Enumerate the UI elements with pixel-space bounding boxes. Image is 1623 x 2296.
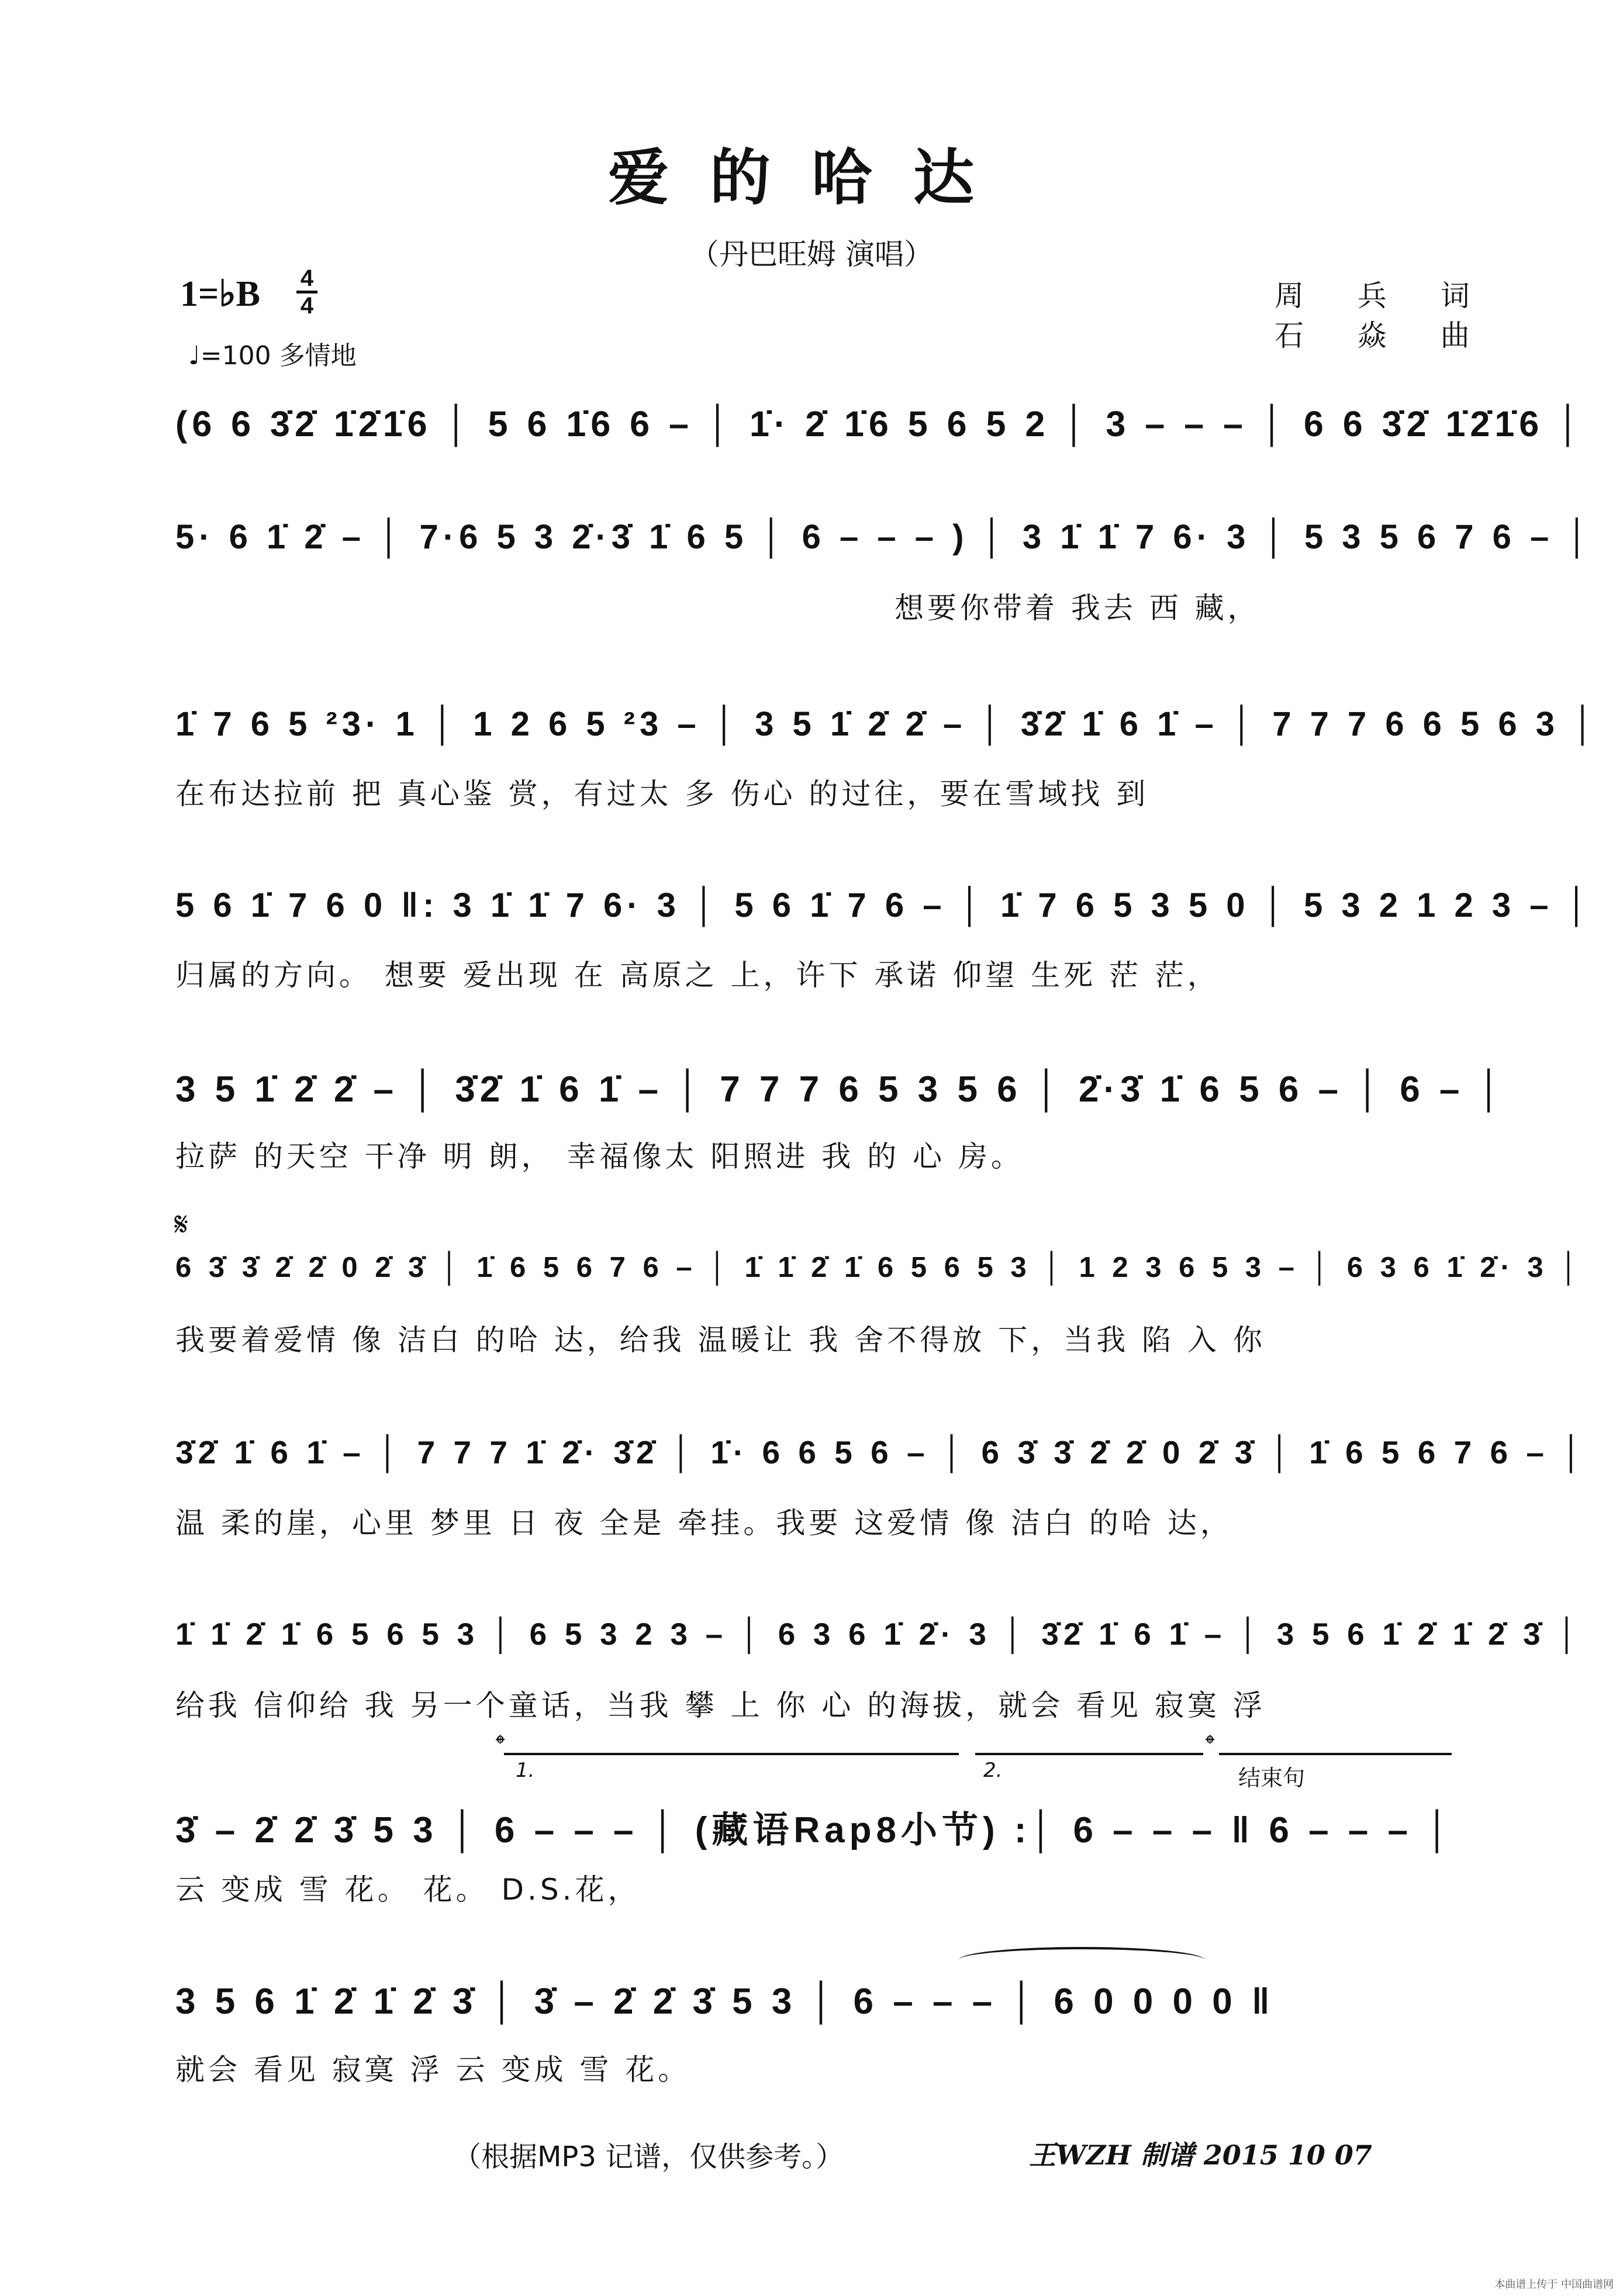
- time-signature: [295, 266, 319, 318]
- notation-row-3: 1̇ 7 6 5 ²3· 1 │ 1 2 6 5 ²3 – │ 3 5 1̇ 2̇ 2̇ – │ 3̇2̇ 1̇ 6 1̇ – │ 7 7 7 6 6 5 6 3 │: [175, 705, 1600, 743]
- notation-row-5: 3 5 1̇ 2̇ 2̇ – │ 3̇2̇ 1̇ 6 1̇ – │ 7 7 7 6 5 3 5 6 │ 2̇·3̇ 1̇ 6 5 6 – │ 6 – │: [175, 1069, 1507, 1110]
- coda-sign-2: 𝄌: [1206, 1729, 1215, 1759]
- volta-1-bracket: [504, 1753, 959, 1755]
- notation-row-4: 5 6 1̇ 7 6 0 ‖: 3 1̇ 1̇ 7 6· 3 │ 5 6 1̇ 7 6 – │ 1̇ 7 6 5 3 5 0 │ 5 3 2 1 2 3 – │: [175, 886, 1593, 924]
- song-title: 爱的哈达: [607, 141, 1015, 213]
- tie-arc: [959, 1947, 1204, 1973]
- segno-sign: 𝄋: [174, 1206, 189, 1244]
- notation-row-6: 6 3̇ 3̇ 2̇ 2̇ 0 2̇ 3̇ │ 1̇ 6 5 6 7 6 – │ 1̇ 1̇ 2̇ 1̇ 6 5 6 5 3 │ 1 2 3 6 5 3 – │ 6 3 6 1̇ 2̇· 3 │: [175, 1252, 1583, 1283]
- meter-numerator: 4: [300, 265, 314, 291]
- lyric-row-2: 想要你带着 我去 西 藏，: [895, 591, 1261, 625]
- notation-row-7: 3̇2̇ 1̇ 6 1̇ – │ 7 7 7 1̇ 2̇· 3̇2̇ │ 1̇· 6 6 5 6 – │ 6 3̇ 3̇ 2̇ 2̇ 0 2̇ 3̇ │ 1̇ 6 5 6 7 6 – │: [175, 1434, 1587, 1470]
- notation-row-9: 3̇ – 2̇ 2̇ 3̇ 5 3 │ 6 – – – │ (藏语Rap8小节) :│ 6 – – – ‖ 6 – – – │: [175, 1810, 1455, 1850]
- coda-sign-1: 𝄌: [496, 1729, 505, 1759]
- lyric-row-7: 温 柔的崖，心里 梦里 日 夜 全是 牵挂。我要 这爱情 像 洁白 的哈 达，: [175, 1506, 1233, 1540]
- notation-row-10: 3 5 6 1̇ 2̇ 1̇ 2̇ 3̇ │ 3̇ – 2̇ 2̇ 3̇ 5 3 │ 6 – – – │ 6 0 0 0 0 ‖: [175, 1981, 1275, 2022]
- key-signature: 1=♭B: [180, 274, 260, 314]
- notation-row-2: 5· 6 1̇ 2̇ – │ 7·6 5 3 2̇·3̇ 1̇ 6 5 │ 6 – – – ) │ 3 1̇ 1̇ 7 6· 3 │ 5 3 5 6 7 6 – │: [175, 518, 1594, 556]
- singer-credit: （丹巴旺姆 演唱）: [690, 237, 933, 271]
- lyric-row-6: 我要着爱情 像 洁白 的哈 达，给我 温暖让 我 舍不得放 下，当我 陷 入 你: [175, 1323, 1266, 1357]
- lyricist-credit: 周 兵 词: [1275, 279, 1492, 313]
- composer-credit: 石 焱 曲: [1275, 319, 1492, 353]
- lyric-row-5: 拉萨 的天空 干净 明 朗， 幸福像太 阳照进 我 的 心 房。: [175, 1140, 1024, 1173]
- footer-note: （根据MP3 记谱，仅供参考。）: [453, 2140, 844, 2173]
- credits: [1275, 276, 1492, 355]
- lyric-row-4: 归属的方向。 想要 爱出现 在 高原之 上，许下 承诺 仰望 生死 茫 茫，: [175, 958, 1220, 992]
- volta-2-bracket: [975, 1753, 1203, 1755]
- lyric-row-10: 就会 看见 寂寞 浮 云 变成 雪 花。: [175, 2053, 691, 2087]
- site-watermark: 本曲谱上传于 中国曲谱网: [1494, 2278, 1614, 2291]
- tempo-marking: ♩=100 多情地: [188, 341, 357, 371]
- footer-maker: 王WZH 制谱 2015 10 07: [1029, 2139, 1372, 2171]
- meter-denominator: 4: [300, 293, 314, 319]
- notation-row-1: (6 6 3̇2̇ 1̇2̇1̇6 │ 5 6 1̇6 6 – │ 1̇· 2̇ 1̇6 5 6 5 2 │ 3 – – – │ 6 6 3̇2̇ 1̇2̇1̇6 │: [175, 404, 1586, 444]
- notation-row-8: 1̇ 1̇ 2̇ 1̇ 6 5 6 5 3 │ 6 5 3 2 3 – │ 6 3 6 1̇ 2̇· 3 │ 3̇2̇ 1̇ 6 1̇ – │ 3 5 6 1̇ 2̇ 1̇ 2̇ 3̇ │: [175, 1617, 1583, 1652]
- ending-bracket: [1219, 1753, 1452, 1755]
- lyric-row-9: 云 变成 雪 花。 花。 D.S.花，: [175, 1873, 641, 1907]
- lyric-row-8: 给我 信仰给 我 另一个童话，当我 攀 上 你 心 的海拔，就会 看见 寂寞 浮: [175, 1689, 1266, 1722]
- volta-2-label: 2.: [983, 1759, 1003, 1782]
- lyric-row-3: 在布达拉前 把 真心鉴 赏，有过太 多 伤心 的过往，要在雪域找 到: [175, 777, 1149, 811]
- volta-1-label: 1.: [516, 1759, 535, 1782]
- ending-label: 结束句: [1238, 1765, 1306, 1791]
